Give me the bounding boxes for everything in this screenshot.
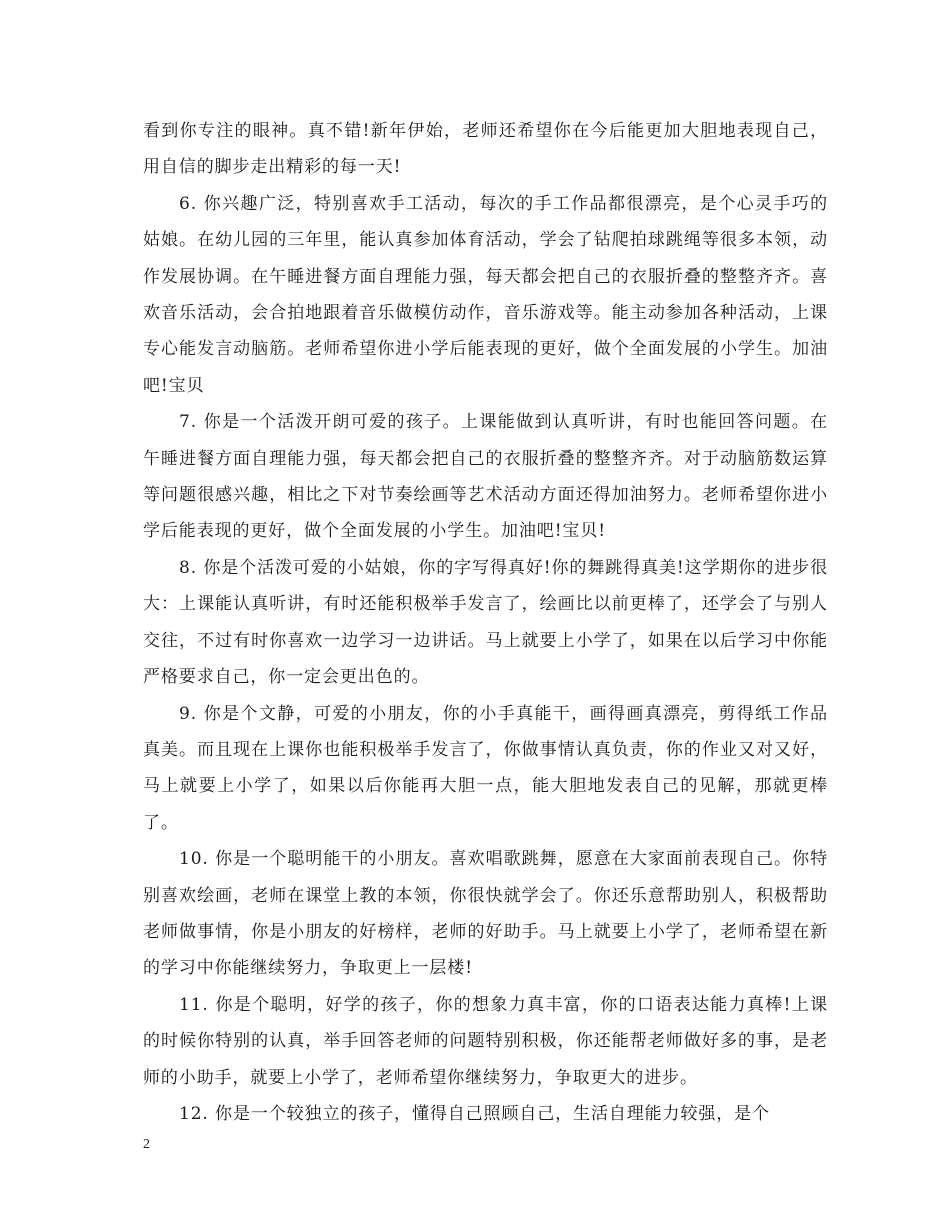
paragraph-item-7: 7. 你是一个活泼开朗可爱的孩子。上课能做到认真听讲，有时也能回答问题。在午睡进餐方面自理能力强，每天都会把自己的衣服折叠的整整齐齐。对于动脑筋数运算等问题很感兴趣，相比之下对节奏绘画等艺术活动方面还得加油努力。老师希望你进小学后能表现的更好，做个全面发展的小学生。加油吧!宝贝! (143, 412, 828, 542)
paragraph-continuation: 看到你专注的眼神。真不错!新年伊始，老师还希望你在今后能更加大胆地表现自己，用自信的脚步走出精彩的每一天! (143, 121, 828, 178)
paragraph-item-10: 10. 你是一个聪明能干的小朋友。喜欢唱歌跳舞，愿意在大家面前表现自己。你特别喜欢绘画，老师在课堂上教的本领，你很快就学会了。你还乐意帮助别人，积极帮助老师做事情，你是小朋友的好榜样，老师的好助手。马上就要上小学了，老师希望在新的学习中你能继续努力，争取更上一层楼! (143, 849, 828, 979)
document-body (143, 113, 828, 1132)
paragraph-item-12: 12. 你是一个较独立的孩子，懂得自己照顾自己，生活自理能力较强，是个 (179, 1103, 770, 1124)
page-number: 2 (143, 1137, 150, 1152)
paragraph-item-6: 6. 你兴趣广泛，特别喜欢手工活动，每次的手工作品都很漂亮，是个心灵手巧的姑娘。在幼儿园的三年里，能认真参加体育活动，学会了钻爬拍球跳绳等很多本领，动作发展协调。在午睡进餐方面自理能力强，每天都会把自己的衣服折叠的整整齐齐。喜欢音乐活动，会合拍地跟着音乐做模仿动作，音乐游戏等。能主动参加各种活动，上课专心能发言动脑筋。老师希望你进小学后能表现的更好，做个全面发展的小学生。加油吧!宝贝 (143, 193, 828, 396)
paragraph-item-9: 9. 你是个文静，可爱的小朋友，你的小手真能干，画得画真漂亮，剪得纸工作品真美。而且现在上课你也能积极举手发言了，你做事情认真负责，你的作业又对又好，马上就要上小学了，如果以后你能再大胆一点，能大胆地发表自己的见解，那就更棒了。 (143, 703, 828, 833)
paragraph-item-11: 11. 你是个聪明，好学的孩子，你的想象力真丰富，你的口语表达能力真棒!上课的时候你特别的认真，举手回答老师的问题特别积极，你还能帮老师做好多的事，是老师的小助手，就要上小学了，老师希望你继续努力，争取更大的进步。 (143, 994, 828, 1088)
paragraph-item-8: 8. 你是个活泼可爱的小姑娘，你的字写得真好!你的舞跳得真美!这学期你的进步很大：上课能认真听讲，有时还能积极举手发言了，绘画比以前更棒了，还学会了与别人交往，不过有时你喜欢一边学习一边讲话。马上就要上小学了，如果在以后学习中你能严格要求自己，你一定会更出色的。 (143, 557, 828, 688)
